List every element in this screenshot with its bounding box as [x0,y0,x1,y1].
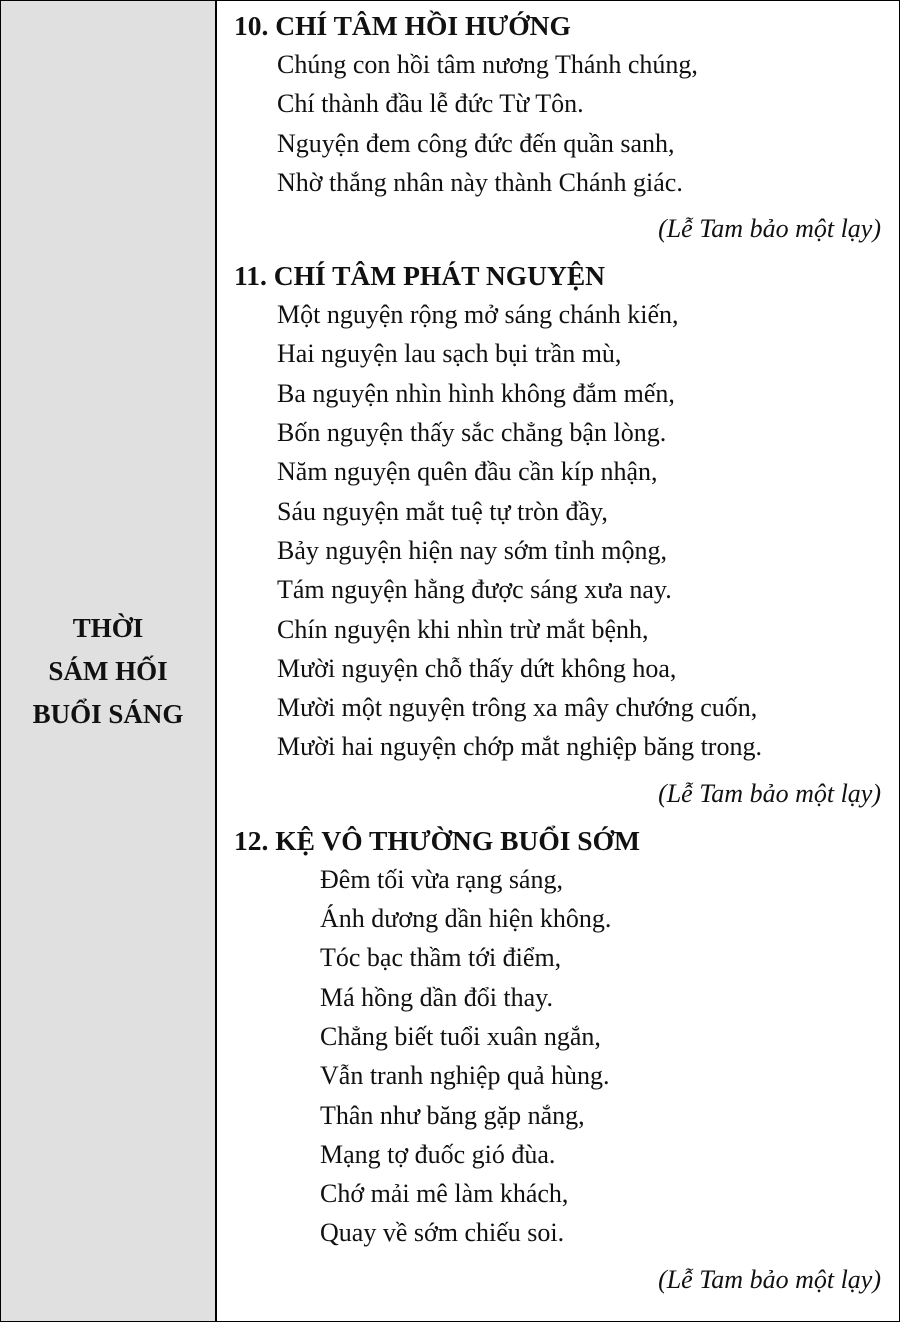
verse-list [234,295,881,767]
verse-list [234,45,881,202]
side-title [33,607,184,736]
section-10 [234,7,881,248]
verse-line: Chín nguyện khi nhìn trừ mắt bệnh, [277,614,649,644]
verse-line: Chớ mải mê làm khách, [320,1179,569,1209]
prostration-note: (Lễ Tam bảo một lạy) [658,1264,881,1294]
section-11 [234,257,881,813]
verse-line: Tóc bạc thầm tới điểm, [320,943,562,973]
verse-line: Đêm tối vừa rạng sáng, [320,864,563,894]
verse-line: Mười hai nguyện chớp mắt nghiệp băng trong. [277,732,762,762]
section-heading: 10. CHÍ TÂM HỒI HƯỚNG [234,10,571,41]
section-12 [234,822,881,1299]
verse-line: Mười nguyện chỗ thấy dứt không hoa, [277,653,677,683]
verse-line: Nguyện đem công đức đến quần sanh, [277,128,675,158]
verse-line: Chúng con hồi tâm nương Thánh chúng, [277,50,698,79]
verse-line: Mười một nguyện trông xa mây chướng cuốn, [277,693,758,723]
verse-line: Sáu nguyện mắt tuệ tự tròn đầy, [277,496,608,526]
verse-line: Bốn nguyện thấy sắc chẳng bận lòng. [277,418,667,448]
verse-line: Ba nguyện nhìn hình không đắm mến, [277,378,675,408]
side-title-line-1: THỜI [72,612,144,643]
verse-line: Tám nguyện hằng được sáng xưa nay. [277,575,672,605]
verse-list [234,860,881,1253]
side-title-line-3: BUỔI SÁNG [32,698,184,729]
verse-line: Chẳng biết tuổi xuân ngắn, [320,1021,601,1051]
side-title-line-2: SÁM HỐI [48,655,168,686]
verse-line: Má hồng dần đổi thay. [320,982,553,1012]
verse-line: Ánh dương dần hiện không. [320,904,612,934]
verse-line: Chí thành đầu lễ đức Từ Tôn. [277,89,584,119]
verse-line: Bảy nguyện hiện nay sớm tỉnh mộng, [277,535,667,565]
verse-line: Nhờ thắng nhân này thành Chánh giác. [277,167,683,197]
section-heading: 12. KỆ VÔ THƯỜNG BUỔI SỚM [234,824,640,856]
verse-line: Thân như băng gặp nắng, [320,1100,585,1130]
verse-line: Một nguyện rộng mở sáng chánh kiến, [277,300,679,330]
prostration-note: (Lễ Tam bảo một lạy) [658,214,881,244]
verse-line: Quay về sớm chiếu soi. [320,1218,565,1248]
prostration-note: (Lễ Tam bảo một lạy) [658,778,881,808]
side-column [1,1,217,1321]
verse-line: Năm nguyện quên đầu cần kíp nhận, [277,457,658,487]
verse-line: Vẫn tranh nghiệp quả hùng. [320,1061,610,1091]
verse-line: Mạng tợ đuốc gió đùa. [320,1139,556,1169]
verse-line: Hai nguyện lau sạch bụi trần mù, [277,339,622,369]
main-column [217,1,899,1321]
section-heading: 11. CHÍ TÂM PHÁT NGUYỆN [234,260,606,292]
